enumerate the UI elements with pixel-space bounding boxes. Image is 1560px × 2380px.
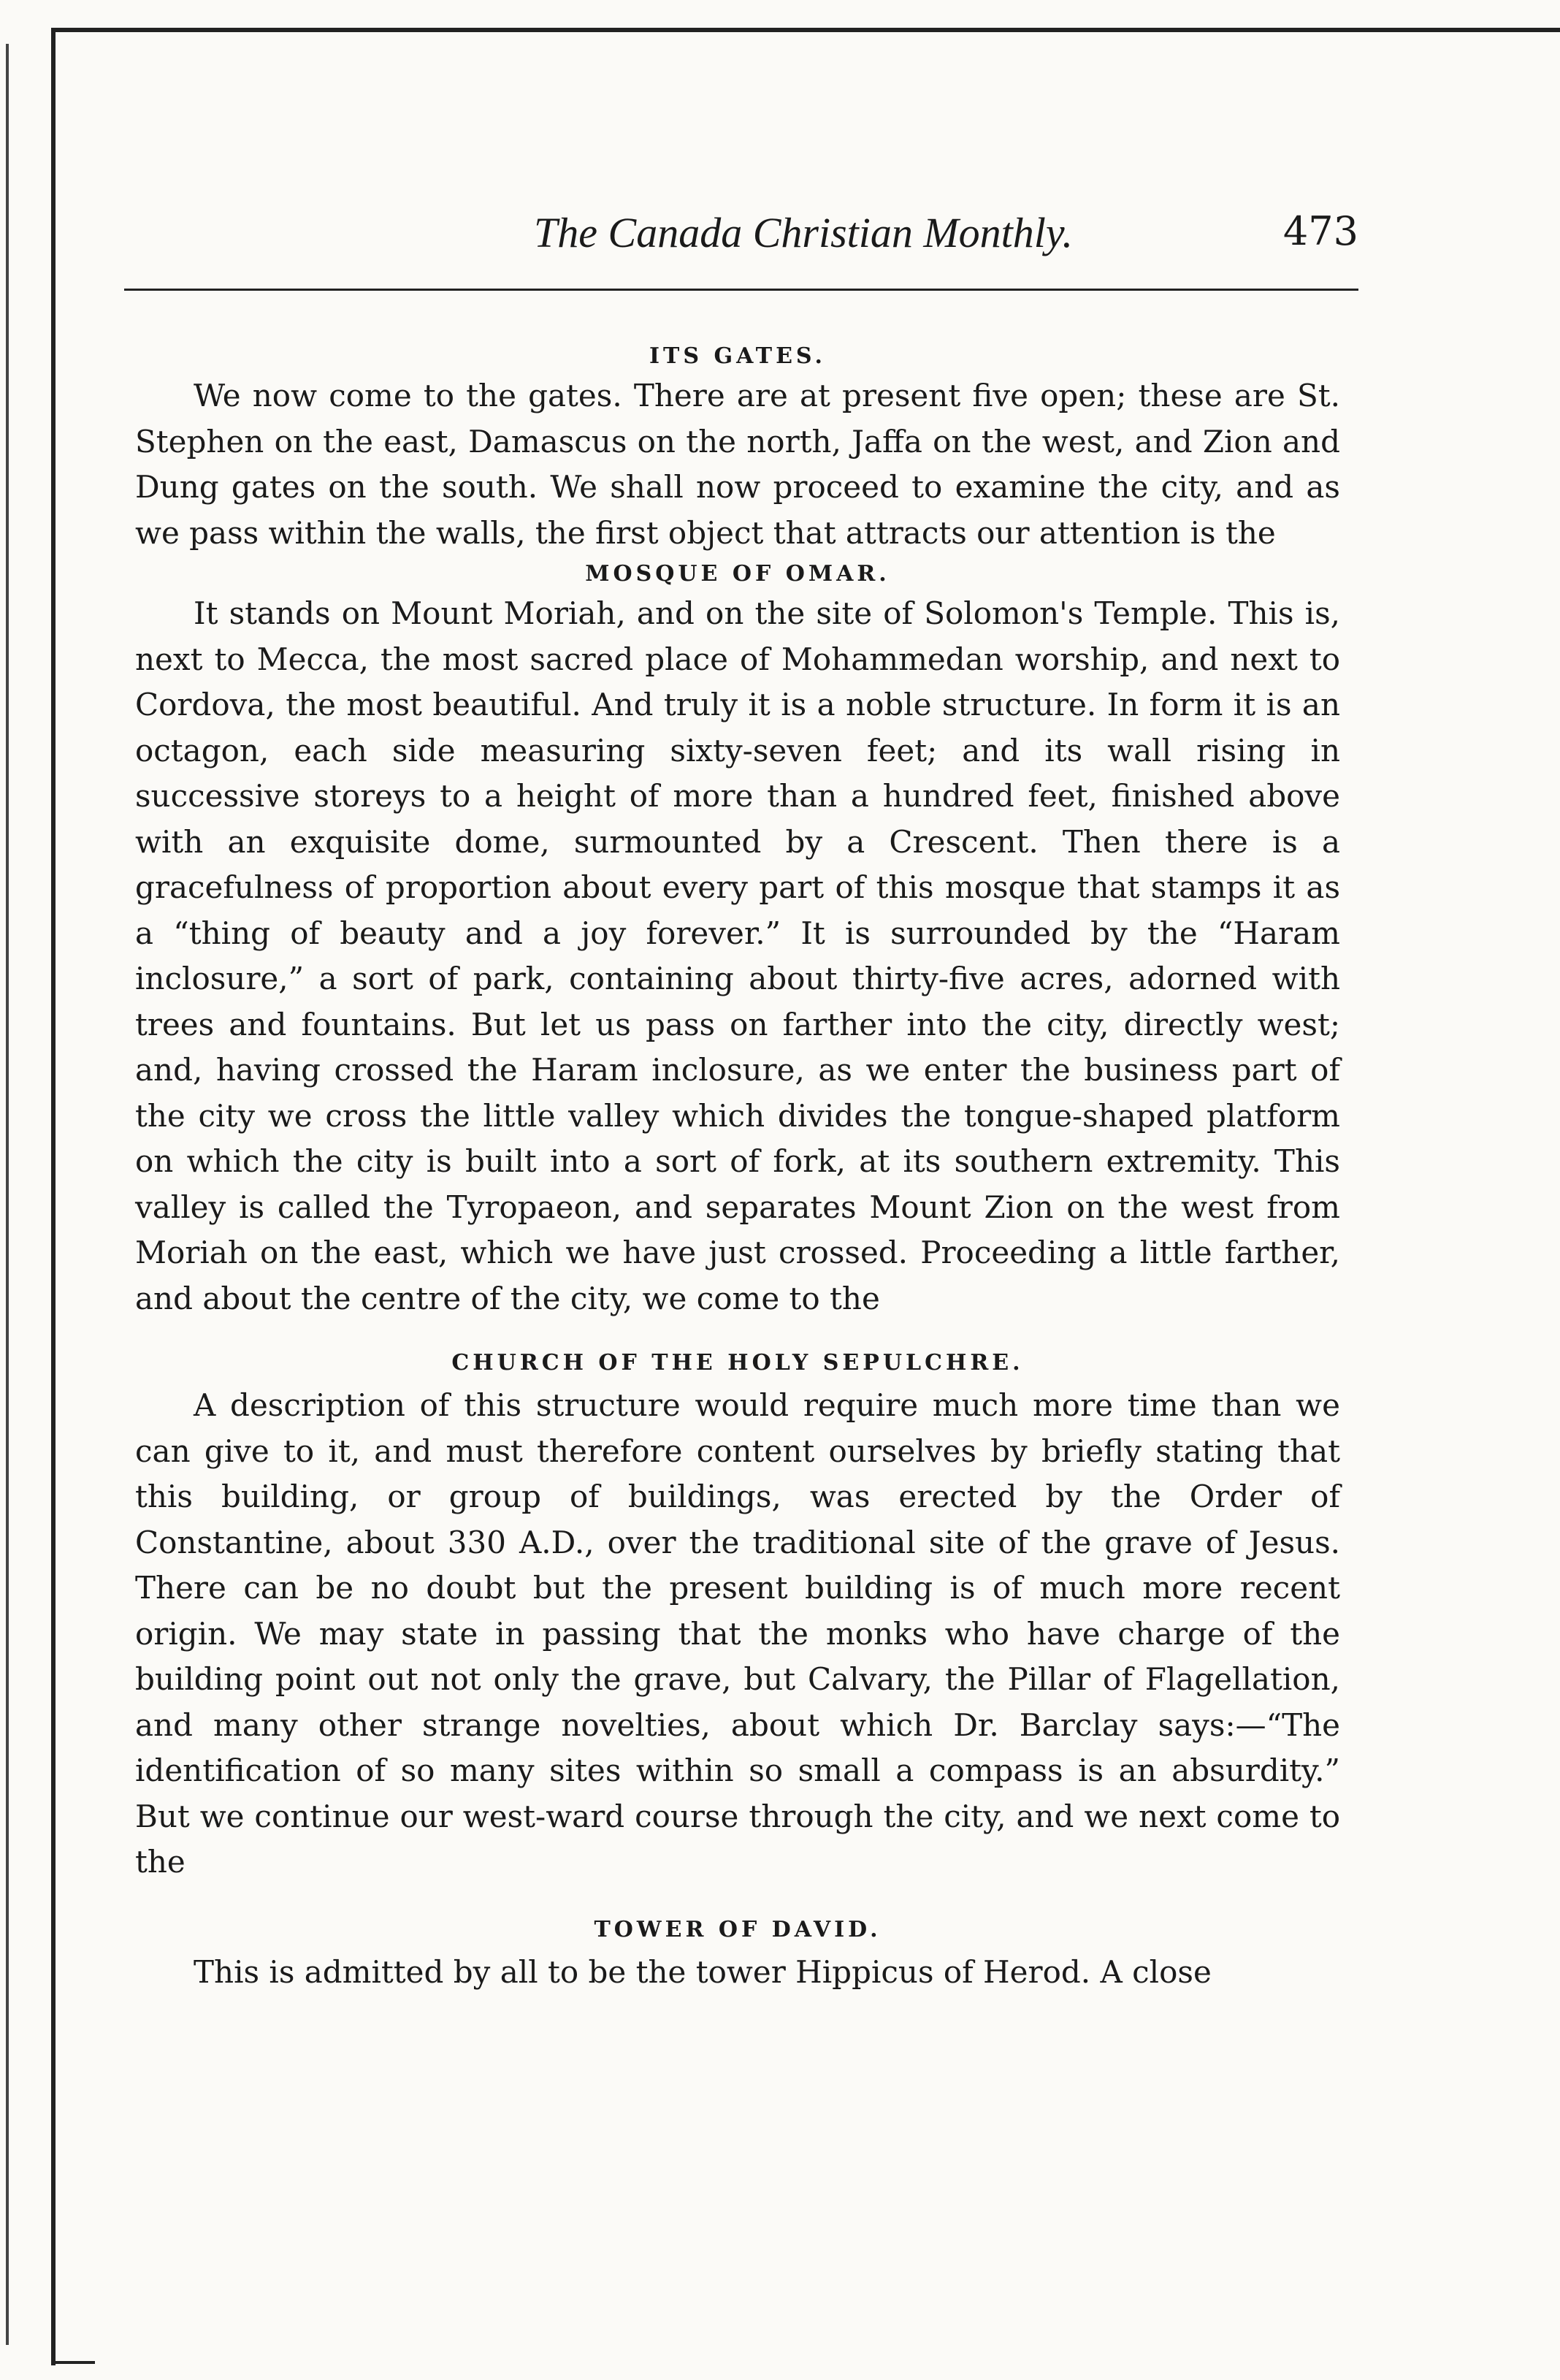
paragraph-gates: We now come to the gates. There are at present five open; these are St. Stephen on the east, Damascus on the north, Jaffa on the west, and Zion and Dung gates on the south. We shall now proceed to examine the city, and as we pass within the walls, the first object that attracts our attention is the	[135, 378, 1340, 551]
running-title: The Canada Christian Monthly.	[534, 209, 1073, 256]
section-heading-tower: TOWER OF DAVID.	[594, 1916, 882, 1942]
running-header	[416, 201, 1358, 267]
section-heading-church: CHURCH OF THE HOLY SEPULCHRE.	[451, 1350, 1024, 1376]
page-border-top	[51, 28, 1560, 32]
section-heading-mosque: MOSQUE OF OMAR.	[585, 561, 890, 587]
page-number: 473	[1282, 208, 1358, 254]
paragraph-tower: This is admitted by all to be the tower Hippicus of Herod. A close	[194, 1953, 1212, 1990]
header-rule	[124, 289, 1358, 291]
paragraph-mosque: It stands on Mount Moriah, and on the site of Solomon's Temple. This is, next to Mecca, the most sacred place of Mohammedan worship, and next to Cordova, the most beautiful. And truly it is a noble structure. In form it is an octagon, each side measuring sixty-seven feet; and its wall rising in successive storeys to a height of more than a hundred feet, finished above with an exquisite dome, surmounted by a Crescent. Then there is a gracefulness of proportion about every part of this mosque that stamps it as a “thing of beauty and a joy forever.” It is surrounded by the “Haram inclosure,” a sort of park, containing about thirty-five acres, adorned with trees and fountains. But let us pass on farther into the city, directly west; and, having crossed the Haram inclosure, as we enter the business part of the city we cross the little valley which divides the tongue-shaped platform on which the city is built into a sort of fork, at its southern extremity. This valley is called the Tyropaeon, and separates Mount Zion on the west from Moriah on the east, which we have just crossed. Proceeding a little farther, and about the centre of the city, we come to the	[135, 595, 1340, 1316]
page-border-bottom	[51, 2361, 95, 2364]
article-body	[135, 340, 1340, 1995]
paragraph-church: A description of this structure would require much more time than we can give to it, and must therefore content ourselves by briefly stating that this building, or group of buildings, was erected by the Order of Constantine, about 330 A.D., over the traditional site of the grave of Jesus. There can be no doubt but the present building is of much more recent origin. We may state in passing that the monks who have charge of the building point out not only the grave, but Calvary, the Pillar of Flagellation, and many other strange novelties, about which Dr. Barclay says:—“The identification of so many sites within so small a compass is an absurdity.” But we continue our west-ward course through the city, and we next come to the	[135, 1387, 1340, 1880]
binding-edge	[6, 44, 9, 2345]
page-border-left	[51, 28, 56, 2365]
section-heading-gates: ITS GATES.	[649, 343, 826, 369]
